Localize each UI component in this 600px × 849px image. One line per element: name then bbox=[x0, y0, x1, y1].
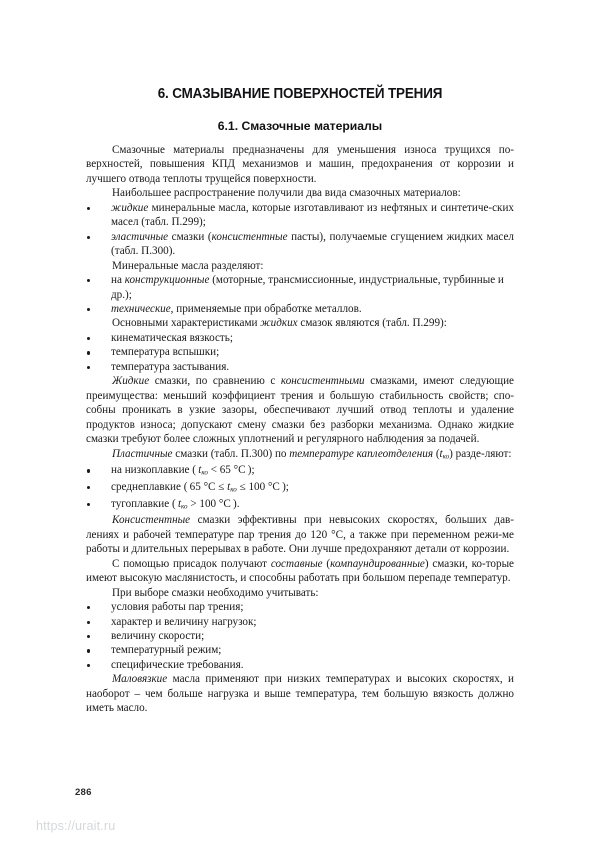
list-item: температура застывания. bbox=[86, 360, 514, 374]
list-liquid-characteristics bbox=[86, 331, 514, 374]
chapter-title: 6. СМАЗЫВАНИЕ ПОВЕРХНОСТЕЙ ТРЕНИЯ bbox=[157, 86, 443, 102]
page-content bbox=[86, 0, 514, 716]
page-number: 286 bbox=[75, 787, 92, 798]
paragraph-selection-lead: При выборе смазки необходимо учитывать: bbox=[112, 586, 319, 599]
list-item: кинематическая вязкость; bbox=[86, 331, 514, 345]
paragraph-additives: С помощью присадок получают составные (компаундированные) смазки, ко-торые имеют высокую маслянистость, и способны работать при большом перепаде температур. bbox=[86, 557, 514, 585]
list-two-kinds bbox=[86, 201, 514, 259]
paragraph-mineral-lead: Минеральные масла разделяют: bbox=[112, 259, 264, 272]
list-item: величину скорости; bbox=[86, 629, 514, 643]
list-item: условия работы пар трения; bbox=[86, 600, 514, 614]
paragraph-advantages: Жидкие смазки, по сравнению с консистентными смазками, имеют следующие преимущества: меньший коэффициент трения и большую стабильность свойств; спо-собны проникать в узкие зазоры, обеспечивают лучший отвод теплоты и удаление продуктов износа; допускают смену смазки без разборки механизма. Однако жидкие смазки требуют более сложных уплотнений и регулярного наблюдения за подачей. bbox=[86, 375, 514, 446]
list-item: жидкие минеральные масла, которые изготавливают из нефтяных и синтетиче-ских масел (табл. П.299); bbox=[86, 201, 514, 230]
paragraph-liquid-chars-lead: Основными характеристиками жидких смазок являются (табл. П.299): bbox=[112, 317, 447, 330]
paragraph-two-kinds-lead: Наибольшее распространение получили два вида смазочных материалов: bbox=[112, 187, 461, 200]
paragraph-consistent: Консистентные смазки эффективны при невысоких скоростях, больших дав-лениях и рабочей температуре пар трения до 120 °C, а также при переменном режи-ме работы и длительных перерывах в работе. Они лучше предохраняют детали от коррозии. bbox=[86, 514, 514, 556]
list-item: специфические требования. bbox=[86, 658, 514, 672]
list-item: на конструкционные (моторные, трансмиссионные, индустриальные, турбинные и др.); bbox=[86, 273, 514, 302]
list-item: температурный режим; bbox=[86, 643, 514, 657]
paragraph-intro: Смазочные материалы предназначены для уменьшения износа трущихся по-верхностей, повышения КПД механизмов и машин, предохранения от коррозии и лучшего отвода теплоты трущейся поверхности. bbox=[86, 144, 514, 185]
list-plastic-grades bbox=[86, 463, 514, 513]
paragraph-plastic-lead: Пластичные смазки (табл. П.300) по температуре каплеотделения $(t_{ко})$ разде-ляют: bbox=[112, 447, 512, 460]
list-item: температура вспышки; bbox=[86, 345, 514, 359]
list-item: среднеплавкие ( 65 $^\circ C \le t_{ко} \le 100$ °C ); bbox=[86, 480, 514, 497]
list-item: на низкоплавкие ( $t_{ко} < 65$ °C ); bbox=[86, 463, 514, 480]
list-item: эластичные смазки (консистентные пасты), получаемые сгущением жидких масел (табл. П.300). bbox=[86, 230, 514, 259]
list-selection-criteria bbox=[86, 600, 514, 672]
section-title: 6.1. Смазочные материалы bbox=[217, 119, 383, 133]
list-mineral-kinds bbox=[86, 273, 514, 316]
site-watermark: https://urait.ru bbox=[36, 819, 116, 833]
list-item: технические, применяемые при обработке металлов. bbox=[86, 302, 514, 316]
list-item: характер и величину нагрузок; bbox=[86, 615, 514, 629]
list-item: тугоплавкие ( $t_{ко} > 100$ °C ). bbox=[86, 497, 514, 514]
paragraph-low-viscosity: Маловязкие масла применяют при низких температурах и высоких скоростях, и наоборот – чем больше нагрузка и выше температура, тем большую вязкость должно иметь масло. bbox=[86, 673, 514, 715]
